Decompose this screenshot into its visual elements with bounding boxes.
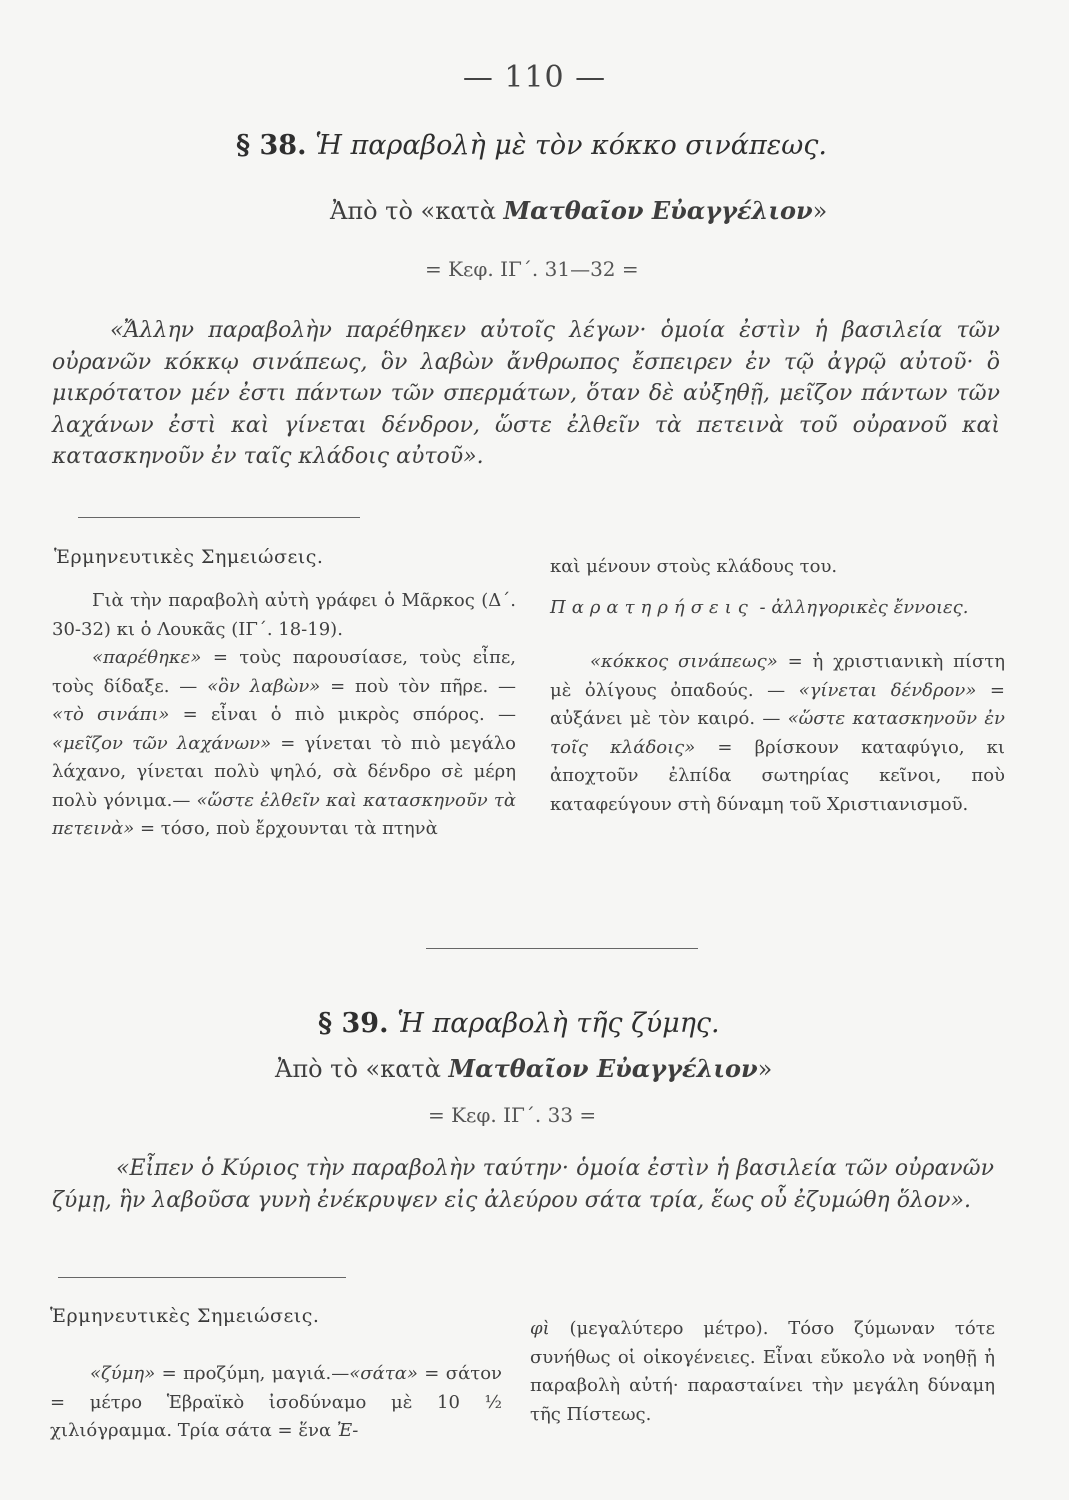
- remarks-heading-rest: - ἀλληγορικὲς ἔννοιες.: [753, 596, 969, 618]
- section-38-source-book: Ματθαῖον Εὐαγγέλιον: [503, 196, 813, 225]
- definition: = σάτον = μέτρο Ἑβραϊκὸ ἰσοδύναμο μὲ 10 ½ χιλιόγραμμα. Τρία σάτα = ἕνα: [50, 1363, 502, 1441]
- section-38-source: [330, 196, 827, 225]
- section-38-notes-right-column: [550, 553, 1005, 819]
- definition: (μεγαλύτερο μέτρο). Τόσο ζύμωναν τότε συνήθως οἱ οἰκογένειες. Εἶναι εὔκολο νὰ νοηθῇ ἡ παραβολὴ αὐτή· παρασταίνει τὴν μεγάλη δύναμη τῆς Πίστεως.: [530, 1318, 995, 1425]
- section-39-right-para-1: [530, 1315, 995, 1429]
- term: Ἐ-: [336, 1420, 359, 1441]
- section-38-right-para-2: [550, 648, 1005, 819]
- term: «ζύμη»: [90, 1363, 156, 1384]
- section-38-right-para-1: καὶ μένουν στοὺς κλάδους του.: [550, 556, 838, 577]
- term: «μεῖζον τῶν λαχάνων»: [52, 732, 272, 754]
- definition: = εἶναι ὁ πιὸ μικρὸς σπόρος. —: [169, 704, 516, 725]
- term: φὶ: [530, 1318, 550, 1339]
- definition: = βρίσκουν καταφύγιο, κι ἀποχτοῦν ἐλπίδα σωτηρίας κεῖνοι, ποὺ καταφεύγουν στὴ δύναμη τοῦ Χριστιανισμοῦ.: [550, 736, 1005, 815]
- section-38-source-suffix: »: [812, 197, 828, 225]
- term: «ὃν λαβὼν»: [207, 675, 321, 697]
- definition: = τόσο, ποὺ ἔρχουνται τὰ πτηνὰ: [134, 818, 438, 839]
- section-38-left-para-1: Γιὰ τὴν παραβολὴ αὐτὴ γράφει ὁ Μᾶρκος (Δ΄. 30-32) κι ὁ Λουκᾶς (ΙΓ΄. 18-19).: [52, 590, 516, 640]
- section-38-source-prefix: Ἀπὸ τὸ «κατὰ: [330, 197, 504, 225]
- definition: = προζύμη, μαγιά.—: [155, 1363, 350, 1384]
- section-divider: [426, 948, 698, 949]
- section-39-source-book: Ματθαῖον Εὐαγγέλιον: [448, 1054, 758, 1083]
- remarks-heading-spaced: Παρατηρήσεις: [550, 596, 754, 618]
- page-number: — 110 —: [462, 60, 607, 95]
- section-39-scripture-quote: «Εἶπεν ὁ Κύριος τὴν παραβολὴν ταύτην· ὁμοία ἐστὶν ἡ βασιλεία τῶν οὐρανῶν ζύμῃ, ἣν λαβοῦσα γυνὴ ἐνέκρυψεν εἰς ἀλεύρου σάτα τρία, ἕως οὗ ἐζυμώθη ὅλον».: [52, 1156, 994, 1213]
- section-38-title: [236, 130, 827, 161]
- definition: = τοὺς παρουσίασε, τοὺς εἶπε, τοὺς δίδαξε. —: [52, 647, 516, 697]
- term: «σάτα»: [349, 1363, 418, 1384]
- section-38-scripture-quote: «Ἄλλην παραβολὴν παρέθηκεν αὐτοῖς λέγων· ὁμοία ἐστὶν ἡ βασιλεία τῶν οὐρανῶν κόκκῳ σινάπεως, ὃν λαβὼν ἄνθρωπος ἔσπειρεν ἐν τῷ ἀγρῷ αὐτοῦ· ὃ μικρότατον μέν ἐστι πάντων τῶν σπερμάτων, ὅταν δὲ αὐξηθῇ, μεῖζον πάντων τῶν λαχάνων ἐστὶ καὶ γίνεται δένδρον, ὥστε ἐλθεῖν τὰ πετεινὰ τοῦ οὐρανοῦ καὶ κατασκηνοῦν ἐν ταῖς κλάδοις αὐτοῦ».: [52, 318, 1000, 469]
- section-39-left-para-1: [50, 1360, 502, 1446]
- section-38-reference: = Κεφ. ΙΓ΄. 31—32 =: [425, 257, 639, 281]
- section-39-notes-heading: Ἑρμηνευτικὲς Σημειώσεις.: [50, 1305, 320, 1327]
- section-38-title-text: Ἡ παραβολὴ μὲ τὸν κόκκο σινάπεως.: [315, 130, 827, 161]
- definition: = γίνεται τὸ πιὸ μεγάλο λάχανο, γίνεται πολὺ ψηλό, σὰ δένδρο σὲ μέρη πολὺ γόνιμα.—: [52, 732, 516, 811]
- section-38-notes-heading: Ἑρμηνευτικὲς Σημειώσεις.: [54, 546, 324, 568]
- term: «ὥστε κατασκηνοῦν ἐν τοῖς κλάδοις»: [550, 708, 1005, 758]
- section-39-source: [275, 1054, 772, 1083]
- section-39-source-suffix: »: [757, 1055, 773, 1083]
- section-38-notes-left-column: [52, 587, 516, 844]
- term: «τὸ σινάπι»: [52, 704, 170, 725]
- definition: = ποὺ τὸν πῆρε. —: [320, 675, 516, 697]
- section-38-left-para-2: [52, 644, 516, 844]
- section-39-notes-right-column: [530, 1315, 995, 1429]
- section-39-number: § 39.: [318, 1008, 389, 1039]
- definition: = ἡ χριστιανικὴ πίστη μὲ ὀλίγους ὀπαδούς. —: [550, 651, 1005, 701]
- definition: = αὐξάνει μὲ τὸν καιρό. —: [550, 679, 1005, 729]
- section-39-notes-left-column: [50, 1360, 502, 1446]
- section-38-divider: [78, 517, 360, 518]
- term: «παρέθηκε»: [92, 647, 202, 668]
- section-38-number: § 38.: [236, 130, 307, 161]
- section-39-source-prefix: Ἀπὸ τὸ «κατὰ: [275, 1055, 449, 1083]
- term: «ὥστε ἐλθεῖν καὶ κατασκηνοῦν τὰ πετεινὰ»: [52, 789, 516, 839]
- section-39-title-text: Ἡ παραβολὴ τῆς ζύμης.: [397, 1008, 720, 1039]
- section-38-remarks-heading: [550, 594, 1005, 623]
- term: «γίνεται δένδρον»: [798, 679, 977, 701]
- section-39-reference: = Κεφ. ΙΓ΄. 33 =: [428, 1103, 597, 1127]
- section-39-divider: [58, 1277, 346, 1278]
- term: «κόκκος σινάπεως»: [590, 651, 778, 672]
- section-39-title: [318, 1008, 720, 1039]
